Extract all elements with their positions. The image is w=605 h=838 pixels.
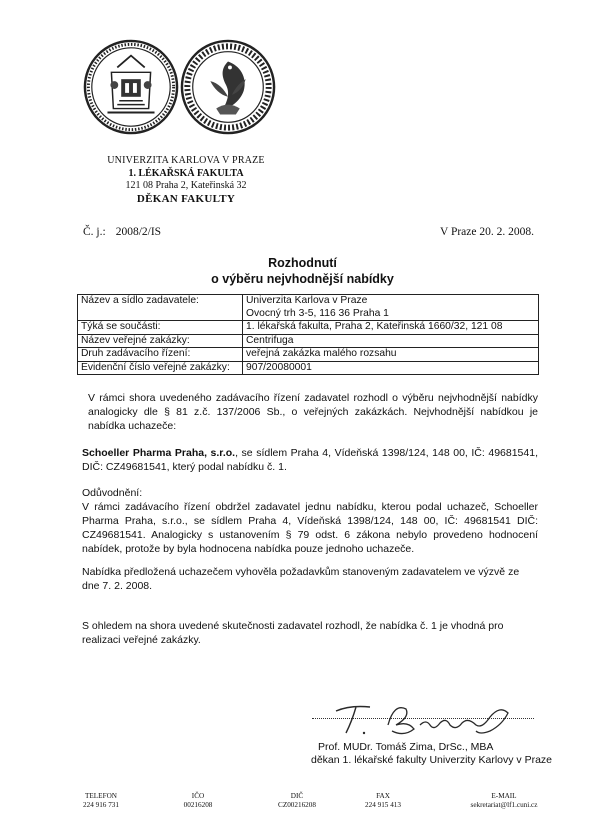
title-line-2: o výběru nejvhodnější nabídky [211, 272, 394, 286]
signature-icon [330, 695, 530, 745]
reason-paragraph: V rámci zadávacího řízení obdržel zadavatel jednu nabídku, kterou podal uchazeč, Schoeller Pharma Praha, s.r.o., se sídlem Praha 4, Vídeňská 1398/124, 148 00, IČ: 49681541 DIČ: CZ49681541. Analogicky s ustanovením § 79 odst. 6 zákona nebylo provedeno hodnocení nabídek, protože by byla hodnocena nabídka pouze jednoho uchazeče. [82, 501, 538, 555]
table-value: 1. lékařská fakulta, Praha 2, Kateřinská 1660/32, 121 08 [243, 321, 539, 335]
table-value [243, 295, 539, 321]
footer-value: 224 916 731 [83, 801, 119, 809]
footer-dic [262, 792, 332, 810]
seals [82, 38, 282, 138]
footer-label: TELEFON [85, 792, 117, 800]
decision-paragraph: S ohledem na shora uvedené skutečnosti zadavatel rozhodl, že nabídka č. 1 je vhodná pro realizaci veřejné zakázky. [82, 620, 504, 646]
signature-line [312, 718, 534, 719]
winner-paragraph [82, 446, 538, 474]
table-value: Centrifuga [243, 334, 539, 348]
contract-info-table [77, 294, 539, 375]
faculty-name: 1. LÉKAŘSKÁ FAKULTA [128, 167, 244, 179]
table-value: veřejná zakázka malého rozsahu [243, 348, 539, 362]
table-row [78, 348, 539, 362]
footer-fax [348, 792, 418, 810]
reference-value: 2008/2/IS [115, 226, 162, 238]
table-key: Evidenční číslo veřejné zakázky: [78, 361, 243, 375]
reason-heading: Odůvodnění: [82, 487, 143, 499]
winner-details: , se sídlem Praha 4, Vídeňská 1398/124, 148 00, IČ: 49681541, DIČ: CZ49681541, který podal nabídku č. 1. [82, 447, 538, 473]
document-title [0, 255, 605, 287]
footer-phone [66, 792, 136, 810]
table-row [78, 295, 539, 321]
university-seal-icon [82, 38, 180, 136]
university-name: UNIVERZITA KARLOVA V PRAZE [107, 155, 265, 166]
footer-label: FAX [376, 792, 390, 800]
winner-name: Schoeller Pharma Praha, s.r.o. [82, 447, 236, 459]
table-row [78, 361, 539, 375]
table-key: Druh zadávacího řízení: [78, 348, 243, 362]
footer-label: E-MAIL [491, 792, 517, 800]
table-value: 907/20080001 [243, 361, 539, 375]
faculty-address: 121 08 Praha 2, Kateřinská 32 [125, 180, 247, 191]
reference-number [83, 226, 161, 238]
table-value-line: Univerzita Karlova v Praze [246, 295, 368, 306]
title-line-1: Rozhodnutí [268, 256, 337, 270]
footer-label: IČO [191, 792, 205, 800]
table-value-line: Ovocný trh 3-5, 116 36 Praha 1 [246, 307, 389, 319]
footer-value: sekretariat@lf1.cuni.cz [470, 801, 538, 809]
signer-title: děkan 1. lékařské fakulty Univerzity Karlovy v Praze [311, 754, 553, 766]
table-row [78, 321, 539, 335]
footer-value: CZ00216208 [278, 801, 316, 809]
faculty-letterhead [96, 155, 276, 205]
table-key: Týká se součásti: [78, 321, 243, 335]
dean-office: DĚKAN FAKULTY [136, 192, 236, 205]
reference-label: Č. j.: [83, 226, 106, 238]
footer-ico [168, 792, 228, 810]
footer-email [454, 792, 554, 810]
footer-value: 224 915 413 [365, 801, 401, 809]
footer-label: DIČ [290, 792, 304, 800]
table-key: Název a sídlo zadavatele: [78, 295, 243, 321]
footer-contacts [0, 792, 605, 818]
signer-name: Prof. MUDr. Tomáš Zima, DrSc., MBA [318, 741, 494, 753]
place-date: V Praze 20. 2. 2008. [439, 226, 534, 238]
faculty-pelican-seal-icon [179, 38, 277, 136]
intro-paragraph: V rámci shora uvedeného zadávacího řízení zadavatel rozhodl o výběru nejvhodnější nabídky analogicky dle § 81 z.č. 137/2006 Sb., o veřejných zakázkách. Nejvhodnější nabídkou je nabídka uchazeče: [88, 392, 538, 432]
table-row [78, 334, 539, 348]
footer-value: 00216208 [183, 801, 213, 809]
offer-paragraph: Nabídka předložená uchazečem vyhověla požadavkům stanoveným zadavatelem ve výzvě ze dne 7. 2. 2008. [82, 566, 520, 592]
table-key: Název veřejné zakázky: [78, 334, 243, 348]
